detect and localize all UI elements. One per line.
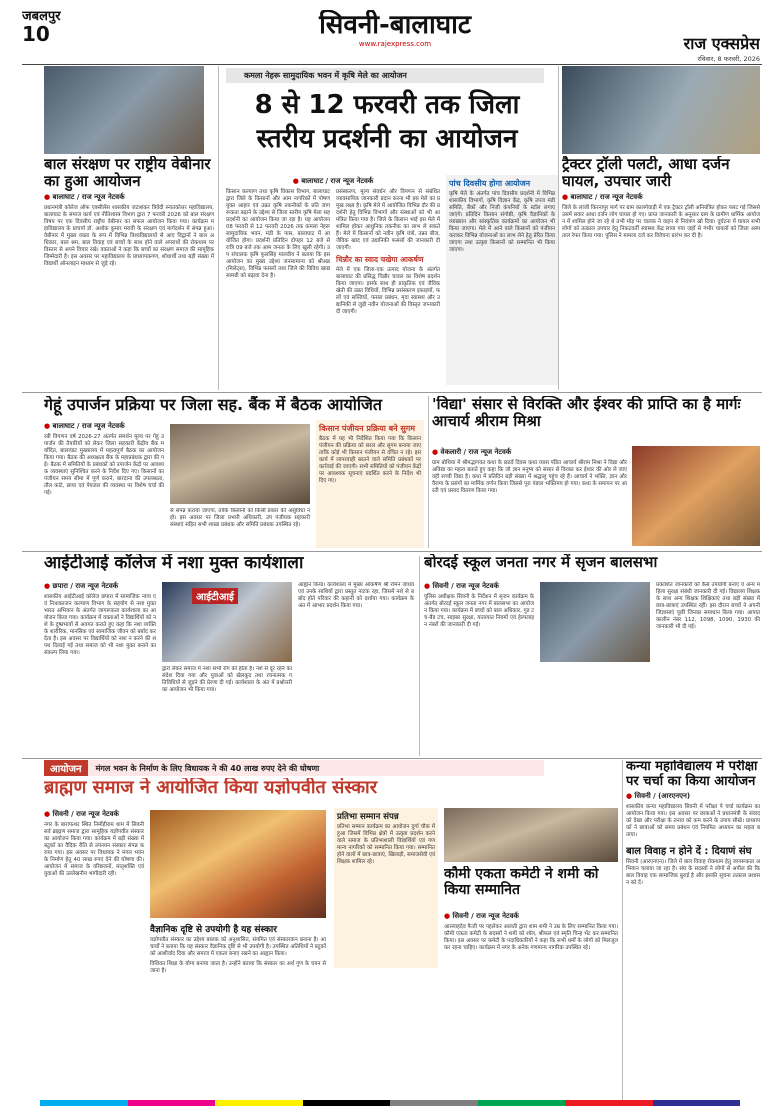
webinar-byline-text: बालाघाट / राज न्यूज नेटवर्क <box>52 192 125 201</box>
bordai-body2: प्रकाशित जानकारी को कैसे उपयोगी बनाएं व अन्य महिला सुरक्षा संबंधी जानकारी दी गई। विद्यालय शिक्षक के साथ अन्य शिक्षक शिक्षिकाएं तथा बड़ी संख्या में छात्र-छात्राएं उपस्थित रहीं। इस दौरान बच्चों ने अपनी जिज्ञासाएं पूछीं जिनका समाधान किया गया। आपातकालीन नंबर 112, 1098, 1090, 1930 की जानकारी भी दी गई। <box>656 582 760 630</box>
kanya-byline-text: सिवनी / (आरएनएन) <box>634 791 691 800</box>
row2-rule <box>22 551 762 552</box>
page-number-block <box>22 6 92 46</box>
qaumi-photo <box>444 808 618 862</box>
wheat-headline-wrap <box>44 396 424 420</box>
kanya-body: शासकीय कन्या महाविद्यालय सिवनी में परीक्षा पे चर्चा कार्यक्रम का आयोजन किया गया। इस अवसर पर छात्राओं ने प्रधानमंत्री के संवाद को देखा और परीक्षा के तनाव को कम करने के उपाय सीखे। प्राध्यापकों ने छात्राओं को समय प्रबंधन एवं नियमित अध्ययन का महत्व बताया। <box>626 803 760 838</box>
divider-2 <box>558 66 559 390</box>
brand-block <box>600 32 760 62</box>
lead-sub2-text: कृषि मेले के अंतर्गत पांच दिवसीय प्रदर्शनी में विभिन्न शासकीय विभागों, कृषि विज्ञान केंद्र, कृषि उपज मंडी समिति, बैंकों और निजी कंपनियों के स्टॉल लगाए जाएंगे। प्रतिदिन किसान संगोष्ठी, कृषि वैज्ञानिकों के व्याख्यान और सांस्कृतिक कार्यक्रमों का आयोजन भी किया जाएगा। मेले में आने वाले किसानों को पंजीयन कराकर विभिन्न योजनाओं का लाभ लेने हेतु प्रेरित किया जाएगा तथा उत्कृष्ट किसानों को सम्मानित भी किया जाएगा। <box>449 191 555 253</box>
wheat-box-title: किसान पंजीयन प्रक्रिया बने सुगम <box>319 424 416 433</box>
pratibha-title: प्रतिभा सम्मान संपन्न <box>337 812 399 822</box>
masthead-title: सिवनी-बालाघाट <box>319 10 471 40</box>
qaumi-headline: कौमी एकता कमेटी ने शमी को किया सम्मानित <box>444 866 599 899</box>
brahmin-sub <box>150 922 326 1098</box>
vidya-photo <box>632 446 760 546</box>
bordai-byline-text: सिवनी / राज न्यूज नेटवर्क <box>432 582 499 590</box>
vidya-headline-wrap <box>432 396 762 444</box>
iti-col2 <box>162 666 292 756</box>
iti-headline-wrap <box>44 554 414 578</box>
lead-headline: 8 से 12 फरवरी तक जिला स्तरीय प्रदर्शनी का आयोजन <box>254 90 520 154</box>
divider-3 <box>428 396 429 548</box>
wheat-col2 <box>170 508 310 548</box>
iti-body2: द्वारा लेकर समाज में नशा सभी रोग को होता है। नशे से दूर रहने का संदेश दिया गया और युवाओं को खेलकूद तथा रचनात्मक गतिविधियों से जुड़ने की प्रेरणा दी गई। कार्यशाला के अंत में प्रश्नोत्तरी का आयोजन भी किया गया। <box>162 666 292 693</box>
lead-sub1-title: चिन्नौर का स्वाद चखेगा आकर्षण <box>336 255 424 264</box>
masthead <box>270 10 520 50</box>
vidya-byline: ● वेकलारी / राज न्यूज नेटवर्क <box>432 448 512 456</box>
vidya-body: ग्राम बोथिया में श्रीमद्भागवत कथा के छठवें दिवस कथा व्यास पंडित आचार्य श्रीराम मिश्रा ने विद्या और अविद्या का महत्व बताते हुए कहा कि जो ज्ञान मनुष्य को संसार से विरक्त कर ईश्वर की ओर ले जाए वही सच्ची विद्या है। कथा में प्रतिदिन बड़ी संख्या में श्रद्धालु पहुंच रहे हैं। आचार्य ने भक्ति, ज्ञान और वैराग्य के प्रसंगों का मार्मिक वर्णन किया जिससे पूरा पंडाल भक्तिमय हो गया। कथा के समापन पर आरती एवं प्रसाद वितरण किया गया। <box>432 460 627 494</box>
wheat-headline: गेहूं उपार्जन प्रक्रिया पर जिला सह. बैंक में बैठक आयोजित <box>44 396 383 414</box>
divider-5 <box>622 760 623 1100</box>
bordai-col2 <box>656 582 760 756</box>
brahmin-tag: आयोजन <box>44 760 88 776</box>
wheat-box-text: बैठक में यह भी निर्देशित किया गया कि किसान पंजीयन की प्रक्रिया को सरल और सुगम बनाया जाए ताकि कोई भी किसान पंजीयन से वंचित न रहे। इस कार्य में लापरवाही बरतने वाले समिति प्रबंधकों पर कार्रवाई की जाएगी। सभी समितियों को पंजीयन केंद्रों पर आवश्यक सूचनाएं प्रदर्शित करने के निर्देश भी दिए गए। <box>319 436 421 484</box>
wheat-photo <box>170 424 310 504</box>
registration-swatch <box>653 1100 741 1106</box>
bordai-photo <box>540 582 650 662</box>
vidya-headline: 'विद्या' संसार से विरक्ति और ईश्वर की प्राप्ति का है मार्गः आचार्य श्रीराम मिश्रा <box>432 396 741 431</box>
webinar-byline: ● बालाघाट / राज न्यूज नेटवर्क <box>44 192 125 201</box>
kanya-sub-text: सिवनी (आरएनएन)। जिले में बाल विवाह रोकथाम हेतु जागरूकता अभियान चलाया जा रहा है। संघ के सदस्यों ने लोगों से अपील की कि बाल विवाह एक सामाजिक बुराई है और इसकी सूचना तत्काल प्रशासन को दें। <box>626 858 760 886</box>
tractor-byline: ● बालाघाट / राज न्यूज नेटवर्क <box>562 192 643 201</box>
brahmin-body2: विधिवत शिक्षा के योग्य बनाया जाता है। उन्होंने बताया कि संस्कार का अर्थ गुण के चयन से जाना है। <box>150 961 326 974</box>
bordai-headline-wrap <box>424 554 760 578</box>
wheat-byline: ● बालाघाट / राज न्यूज नेटवर्क <box>44 422 125 430</box>
divider-4 <box>419 556 420 756</box>
wheat-body: रबी विपणन वर्ष 2026-27 अंतर्गत समर्थन मूल्य पर गेहूं उपार्जन की तैयारियों को लेकर जिला सहकारी केंद्रीय बैंक मर्यादित, बालाघाट मुख्यालय में महत्वपूर्ण बैठक का आयोजन किया गया। बैठक की अध्यक्षता बैंक के महाप्रबंधक द्वारा की गई। बैठक में समितियों के प्रबंधकों को उपार्जन केंद्रों पर आवश्यक व्यवस्थाएं सुनिश्चित करने के निर्देश दिए गए। किसानों का पंजीयन समय सीमा में पूर्ण कराने, बारदाना की उपलब्धता, तौल कांटे, छाया एवं पेयजल की व्यवस्था पर विशेष चर्चा की गई। <box>44 434 164 496</box>
brahmin-sub-title: वैज्ञानिक दृष्टि से उपयोगी है यह संस्कार <box>150 925 277 935</box>
wheat-byline-text: बालाघाट / राज न्यूज नेटवर्क <box>52 422 125 430</box>
header-rule <box>22 64 762 65</box>
kanya-article <box>626 760 760 1100</box>
iti-body: शासकीय आईटीआई कॉलेज छपारा में सामाजिक न्याय एवं निःशक्तजन कल्याण विभाग के सहयोग से नशा मुक्त भारत अभियान के अंतर्गत जागरूकता कार्यशाला का आयोजन किया गया। कार्यक्रम में वक्ताओं ने विद्यार्थियों को नशे के दुष्प्रभावों से अवगत कराते हुए कहा कि नशा व्यक्ति के शारीरिक, मानसिक एवं सामाजिक जीवन को बर्बाद कर देता है। इस अवसर पर विद्यार्थियों को नशा न करने की शपथ दिलाई गई तथा समाज को भी नशा मुक्त बनाने का संकल्प लिया गया। <box>44 594 156 656</box>
lead-body <box>226 175 440 385</box>
iti-photo <box>162 582 292 662</box>
brahmin-body: नगर के बारापत्थर स्थित निर्मोहीराम धाम में सिवनी सर्व ब्राह्मण समाज द्वारा सामूहिक यज्ञोपवीत संस्कार का आयोजन किया गया। कार्यक्रम में बड़ी संख्या में बटुकों का वैदिक रीति से उपनयन संस्कार संपन्न कराया गया। इस अवसर पर विधायक ने मंगल भवन के निर्माण हेतु 40 लाख रुपए देने की घोषणा की। आयोजन में समाज के वरिष्ठजनों, मातृशक्ति एवं युवाओं की उल्लेखनीय भागीदारी रही। <box>44 822 144 877</box>
lead-col2: प्रसंस्करण, मूल्य संवर्धन और विपणन से संबंधित व्यावसायिक जानकारी प्रदान करना भी इस मेले का प्रमुख लक्ष्य है। कृषि मेले में आयोजित विभिन्न दौर की प्रदर्शनी हेतु विभिन्न विभागों और संस्थाओं को भी आमंत्रित किया गया है। जिले के किसान भाई इस मेले में शामिल होकर आधुनिक तकनीक का लाभ ले सकते हैं। मेले में किसानों को नवीन कृषि यंत्रों, उन्नत बीज, जैविक खाद एवं उद्यानिकी फसलों की जानकारी दी जाएगी। <box>336 189 440 251</box>
header-city: जबलपुर <box>22 9 61 24</box>
registration-strip <box>40 1100 740 1106</box>
lead-sidebar <box>446 175 558 385</box>
brand-name: राज एक्सप्रेस <box>683 34 760 53</box>
row1-rule <box>22 392 762 393</box>
qaumi-byline-text: सिवनी / राज न्यूज नेटवर्क <box>452 912 519 920</box>
lead-byline-text: बालाघाट / राज न्यूज नेटवर्क <box>301 177 374 185</box>
webinar-article <box>44 156 214 390</box>
issue-date: रविवार, 8 फरवरी, 2026 <box>697 55 760 62</box>
wheat-box <box>316 420 424 548</box>
iti-headline: आईटीआई कॉलेज में नशा मुक्त कार्यशाला <box>44 554 304 573</box>
wheat-col1 <box>44 420 164 548</box>
iti-body3: आह्वान किया। कार्यशाला में मुख्य आकर्षण श्री रोमन जाधव एवं उनके साथियों द्वारा प्रस्तुत नाटक रहा, जिसमें नशे से बर्बाद होते परिवार की कहानी को दर्शाया गया। कार्यक्रम के अंत में आभार प्रदर्शन किया गया। <box>298 582 414 609</box>
iti-col3 <box>298 582 414 756</box>
bordai-body: पुलिस अधीक्षक सिवनी के निर्देशन में सृजन कार्यक्रम के अंतर्गत बोरदई स्कूल जनता नगर में बालसभा का आयोजन किया गया। कार्यक्रम में बच्चों को बाल अधिकार, गुड टच-बैड टच, साइबर सुरक्षा, यातायात नियमों एवं हेल्पलाइन नंबरों की जानकारी दी गई। <box>424 594 534 628</box>
registration-swatch <box>303 1100 391 1106</box>
webinar-body: प्रधानमंत्री कॉलेज ऑफ एक्सीलेंस शासकीय जटाशंकर त्रिवेदी स्नातकोत्तर महाविद्यालय, बालाघाट के समाज कार्य एवं नीतिशास्त्र विभाग द्वारा 7 फरवरी 2026 को बाल संरक्षण विषय पर एक दिवसीय राष्ट्रीय वेबीनार का सफल आयोजन किया गया। कार्यक्रम महाविद्यालय के प्राचार्य डॉ. अशोक कुमार मरावी के संरक्षण एवं मार्गदर्शन में संपन्न हुआ। वेबीनार में मुख्य वक्ता के रूप में विभिन्न विश्वविद्यालयों से आए विद्वानों ने बाल अधिकार, बाल श्रम, बाल विवाह एवं बच्चों के साथ होने वाले अपराधों की रोकथाम पर विस्तार से अपने विचार रखे। वक्ताओं ने कहा कि बच्चों का संरक्षण समाज की सामूहिक जिम्मेदारी है। इस अवसर पर महाविद्यालय के प्राध्यापकगण, शोधार्थी तथा बड़ी संख्या में विद्यार्थी ऑनलाइन माध्यम से जुड़े रहे। <box>44 204 214 267</box>
brahmin-photo <box>150 810 326 918</box>
registration-swatch <box>478 1100 566 1106</box>
divider-1 <box>218 66 219 390</box>
page-number: 10 <box>22 22 50 46</box>
registration-swatch <box>390 1100 478 1106</box>
kanya-headline: कन्या महाविद्यालय में परीक्षा पर चर्चा का किया आयोजन <box>626 760 758 789</box>
brahmin-sub-text: यज्ञोपवीत संस्कार का उद्देश्य बालक को अनुशासित, संयमित एवं संस्कारवान बनाना है। आचार्यों ने बताया कि यह संस्कार वैज्ञानिक दृष्टि से भी उपयोगी है। उपस्थित अतिथियों ने बटुकों को आशीर्वाद दिया और समाज में एकता बनाए रखने का आह्वान किया। <box>150 937 326 957</box>
lead-col1: किसान कल्याण तथा कृषि विकास विभाग, बालाघाट द्वारा जिले के किसानों और आम नागरिकों में पोषण युक्त आहार एवं उन्नत कृषि तकनीकों के प्रति जागरूकता बढ़ाने के उद्देश्य से जिला स्तरीय कृषि मेला सह प्रदर्शनी का आयोजन किया जा रहा है। यह आयोजन 08 फरवरी से 12 फरवरी 2026 तक कमला नेहरू सामुदायिक भवन, मंडी के पास, बालाघाट में आयोजित होगा। प्रदर्शनी प्रतिदिन दोपहर 12 बजे से रात्रि 09 बजे तक आम जनता के लिए खुली रहेगी। उप संचालक कृषि फूलसिंह मालवीय ने बताया कि इस आयोजन का मुख्य उद्देश्य जनसामान्य को श्रीअन्न (मिलेट्स), विभिन्न फसलों तथा जिले की विविध खाद्य सामग्री को बढ़ावा देना है। <box>226 189 330 279</box>
brahmin-byline: ● सिवनी / राज न्यूज नेटवर्क <box>44 810 119 818</box>
lead-headline-wrap <box>222 88 552 170</box>
lead-kicker: कमला नेहरू सामुदायिक भवन में कृषि मेले का आयोजन <box>244 71 407 80</box>
registration-swatch <box>565 1100 653 1106</box>
pratibha-box <box>334 808 438 968</box>
lead-kicker-bar <box>226 68 544 83</box>
kanya-byline: ● सिवनी / (आरएनएन) <box>626 791 691 800</box>
brahmin-col1 <box>44 808 144 1098</box>
tractor-headline: ट्रैक्टर ट्रॉली पलटी, आधा दर्जन घायल, उपचार जारी <box>562 156 730 191</box>
qaumi-byline: ● सिवनी / राज न्यूज नेटवर्क <box>444 912 519 920</box>
masthead-website: www.rajexpress.com <box>358 40 432 48</box>
lead-sub1-text: मेले में एक जिला-एक उत्पाद योजना के अंतर्गत बालाघाट की प्रसिद्ध चिन्नौर चावल का विशेष प्रदर्शन किया जाएगा। इसके साथ ही प्राकृतिक एवं जैविक खेती की उन्नत विधियों, विभिन्न प्रसंस्करण इकाइयों, फलों एवं सब्जियों, फसल प्रबंधन, मृदा स्वास्थ्य और उद्यानिकी से जुड़ी नवीन योजनाओं की विस्तृत जानकारी दी जाएगी। <box>336 267 440 315</box>
iti-byline: ● छपारा / राज न्यूज नेटवर्क <box>44 582 119 590</box>
tractor-article <box>562 156 760 390</box>
registration-swatch <box>128 1100 216 1106</box>
tractor-byline-text: बालाघाट / राज न्यूज नेटवर्क <box>570 192 643 201</box>
qaumi-article <box>444 910 618 1098</box>
lead-sub2-title: पांच दिवसीय होगा आयोजन <box>449 179 531 188</box>
brahmin-headline-wrap <box>44 778 544 806</box>
brahmin-kicker-bar <box>44 760 544 776</box>
registration-swatch <box>215 1100 303 1106</box>
brahmin-byline-text: सिवनी / राज न्यूज नेटवर्क <box>52 810 119 818</box>
vidya-article <box>432 446 627 548</box>
registration-swatch <box>40 1100 128 1106</box>
brahmin-kicker: मंगल भवन के निर्माण के लिए विधायक ने की 40 लाख रुपए देने की घोषणा <box>95 763 320 773</box>
qaumi-headline-wrap <box>444 866 618 910</box>
wheat-body2: से संपन्न कराया जाएगा, ताकि किसानों को किसी प्रकार की असुविधा न हो। इस अवसर पर जिला प्रभारी अधिकारी, उप पंजीयक सहकारी संस्थाएं सहित सभी शाखा प्रबंधक और समिति प्रबंधक उपस्थित रहे। <box>170 508 310 528</box>
qaumi-body: आल्लाहदेव फैजी पर पहलेकर आलती द्वारा शाम शमी ने उम्र के लिए सम्मानित किया गया। कौमी एकता कमेटी के सदस्यों ने शमी को शॉल, श्रीफल एवं स्मृति चिन्ह भेंट कर सम्मानित किया। इस अवसर पर कमेटी के पदाधिकारियों ने कहा कि सभी धर्मों के लोगों को मिलजुलकर रहना चाहिए। कार्यक्रम में नगर के अनेक गणमान्य नागरिक उपस्थित रहे। <box>444 924 618 951</box>
webinar-photo <box>44 66 204 154</box>
row3-rule <box>22 758 762 759</box>
webinar-headline: बाल संरक्षण पर राष्ट्रीय वेबीनार का हुआ आयोजन <box>44 156 211 191</box>
iti-banner: आईटीआई <box>192 588 238 604</box>
vidya-byline-text: वेकलारी / राज न्यूज नेटवर्क <box>440 448 512 456</box>
bordai-col1 <box>424 580 534 756</box>
kanya-sub-title: बाल विवाह न होने दें : दियाणं संघ <box>626 845 752 857</box>
tractor-body: जिले के लांजी किरनापुर मार्ग पर ग्राम कालगेवाड़ी में एक ट्रैक्टर ट्रॉली अनियंत्रित होकर पलट गई जिससे उसमें सवार आधा दर्जन लोग घायल हो गए। प्राप्त जानकारी के अनुसार ग्राम के ग्रामीण धार्मिक आयोजन में शामिल होने जा रहे थे तभी मोड़ पर चालक ने वाहन से नियंत्रण खो दिया। दुर्घटना में घायल सभी लोगों को तत्काल उपचार हेतु निकटवर्ती स्वास्थ्य केंद्र लाया गया जहाँ से गंभीर घायलों को जिला अस्पताल रेफर किया गया। पुलिस ने मामला दर्ज कर विवेचना प्रारंभ कर दी है। <box>562 204 760 239</box>
pratibha-text: प्रतिभा सम्मान कार्यक्रम का आयोजन दुर्गा चौक में हुआ जिसमें विभिन्न क्षेत्रों में उत्कृष्ट प्रदर्शन करने वाले समाज के प्रतिभाशाली विद्यार्थियों एवं गणमान्य नागरिकों को सम्मानित किया गया। सम्मानित होने वालों में छात्र-छात्राएं, खिलाड़ी, समाजसेवी एवं शिक्षक शामिल रहे। <box>337 824 435 865</box>
iti-col1 <box>44 580 156 756</box>
brahmin-headline: ब्राह्मण समाज ने आयोजित किया यज्ञोपवीत संस्कार <box>44 778 378 798</box>
iti-byline-text: छपारा / राज न्यूज नेटवर्क <box>52 582 119 590</box>
lead-byline: ● बालाघाट / राज न्यूज नेटवर्क <box>292 177 374 185</box>
bordai-byline: ● सिवनी / राज न्यूज नेटवर्क <box>424 582 499 590</box>
tractor-photo <box>562 66 760 154</box>
bordai-headline: बोरदई स्कूल जनता नगर में सृजन बालसभा <box>424 554 658 571</box>
